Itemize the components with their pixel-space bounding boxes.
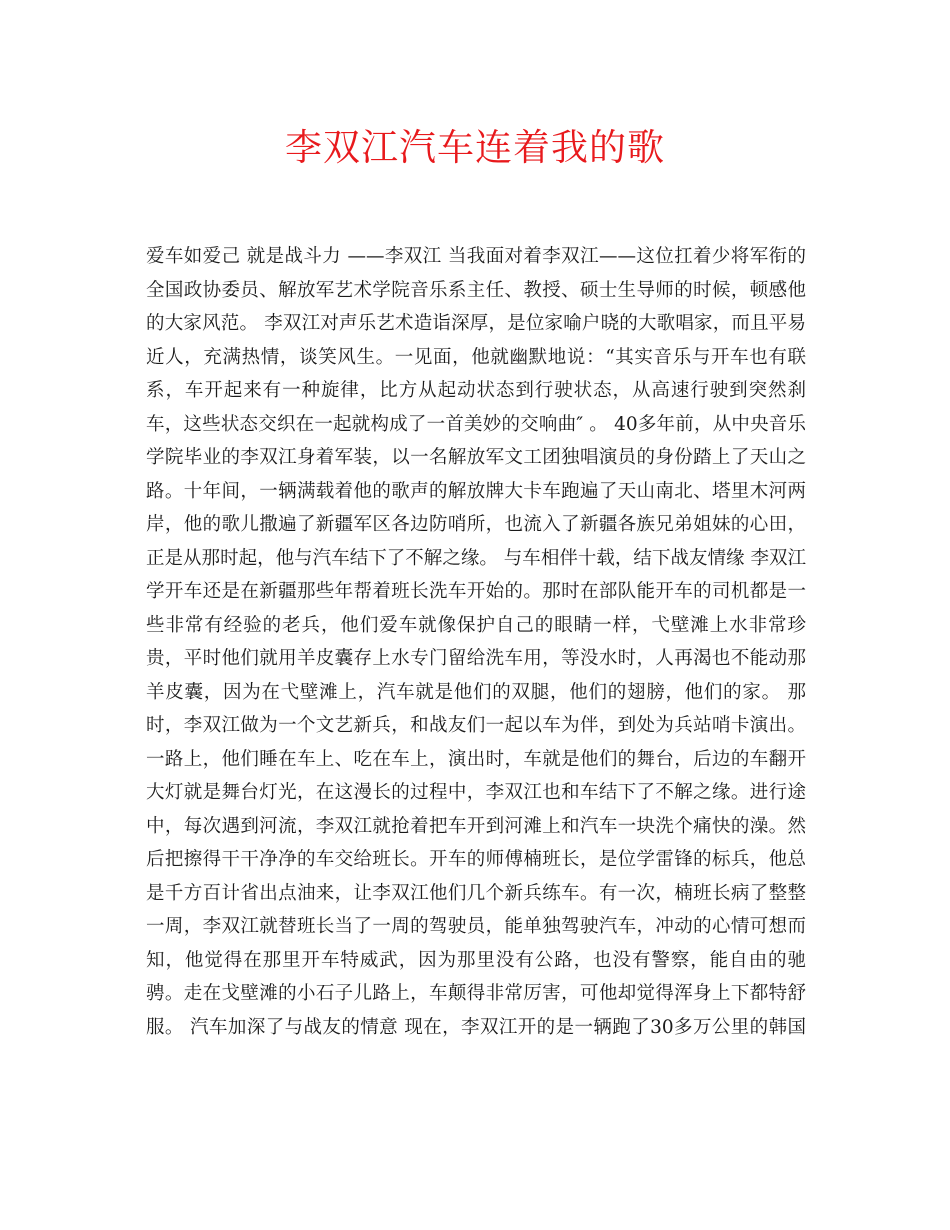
body-line: 知，他觉得在那里开车特威武，因为那里没有公路，也没有警察，能自由的驰	[146, 949, 806, 971]
body-line: 全国政协委员、解放军艺术学院音乐系主任、教授、硕士生导师的时候，顿感他	[146, 279, 806, 301]
body-line: 贵，平时他们就用羊皮囊存上水专门留给洗车用，等没水时，人再渴也不能动那	[146, 648, 806, 669]
body-line: 学院毕业的李双江身着军装，以一名解放军文工团独唱演员的身份踏上了天山之	[146, 447, 806, 468]
body-line: 大灯就是舞台灯光，在这漫长的过程中，李双江也和车结下了不解之缘。进行途	[146, 782, 806, 803]
document-body	[146, 240, 806, 1044]
body-line: 的大家风范。 李双江对声乐艺术造诣深厚，是位家喻户晓的大歌唱家，而且平易	[146, 313, 806, 334]
body-line: 些非常有经验的老兵，他们爱车就像保护自己的眼睛一样，弋壁滩上水非常珍	[146, 614, 806, 636]
body-line: 一路上，他们睡在车上、吃在车上，演出时，车就是他们的舞台，后边的车翻开	[146, 748, 806, 770]
body-line: 时，李双江做为一个文艺新兵，和战友们一起以车为伴，到处为兵站哨卡演出。	[146, 715, 806, 736]
body-line: 羊皮囊，因为在弋壁滩上，汽车就是他们的双腿，他们的翅膀，他们的家。 那	[146, 681, 806, 703]
body-line: 爱车如爱己 就是战斗力 ——李双江 当我面对着李双江——这位扛着少将军衔的	[146, 246, 806, 267]
body-line: 服。 汽车加深了与战友的情意 现在，李双江开的是一辆跑了30多万公里的韩国	[146, 1016, 806, 1038]
body-line: 是千方百计省出点油来，让李双江他们几个新兵练车。有一次，楠班长病了整整	[146, 882, 806, 904]
body-line: 骋。走在戈壁滩的小石子儿路上，车颠得非常厉害，可他却觉得浑身上下都特舒	[146, 983, 806, 1004]
body-line: 一周，李双江就替班长当了一周的驾驶员，能单独驾驶汽车，冲动的心情可想而	[146, 916, 806, 937]
body-line: 近人，充满热情，谈笑风生。一见面，他就幽默地说：“其实音乐与开车也有联	[146, 346, 806, 368]
body-line: 岸，他的歌儿撒遍了新疆军区各边防哨所，也流入了新疆各族兄弟姐妹的心田，	[146, 514, 806, 535]
document-title: 李双江汽车连着我的歌	[285, 126, 665, 169]
body-line: 正是从那时起，他与汽车结下了不解之缘。 与车相伴十载，结下战友情缘 李双江	[146, 547, 806, 569]
body-line: 系，车开起来有一种旋律，比方从起动状态到行驶状态，从高速行驶到突然刹	[146, 380, 806, 401]
body-line: 路。十年间，一辆满载着他的歌声的解放牌大卡车跑遍了天山南北、塔里木河两	[146, 480, 806, 502]
body-line: 学开车还是在新疆那些年帮着班长洗车开始的。那时在部队能开车的司机都是一	[146, 581, 806, 602]
body-line: 中，每次遇到河流，李双江就抢着把车开到河滩上和汽车一块洗个痛快的澡。然	[146, 815, 806, 837]
body-line: 车，这些状态交织在一起就构成了一首美妙的交响曲″ 。 40多年前，从中央音乐	[146, 413, 806, 435]
body-line: 后把擦得干干净净的车交给班长。开车的师傅楠班长，是位学雷锋的标兵，他总	[146, 849, 806, 870]
